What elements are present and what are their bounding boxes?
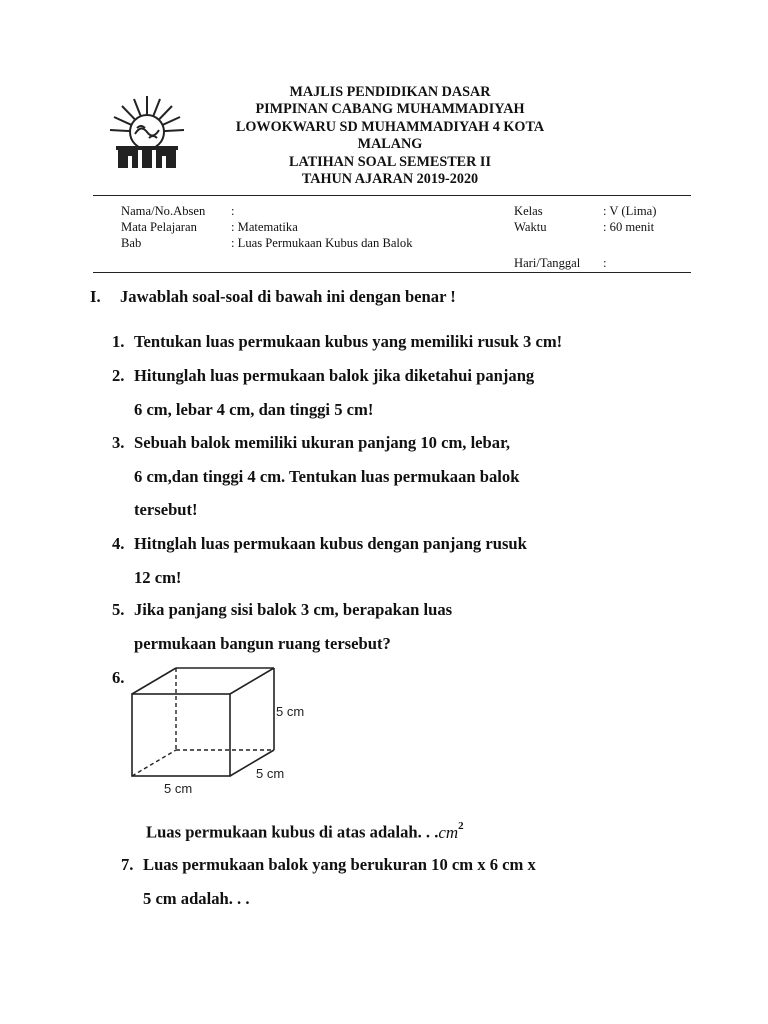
info-value: : 60 menit <box>603 220 655 235</box>
muhammadiyah-logo-icon <box>106 92 188 172</box>
header-line: MALANG <box>357 136 423 153</box>
cube-label-height: 5 cm <box>276 704 304 719</box>
section-number: I. <box>90 287 101 306</box>
unit-base: cm <box>438 822 459 842</box>
info-label: Mata Pelajaran <box>121 220 197 235</box>
info-row <box>121 219 501 235</box>
question-number: 5. <box>112 600 125 619</box>
header-line: LATIHAN SOAL SEMESTER II <box>289 153 491 170</box>
info-row <box>514 255 684 271</box>
info-value: : <box>603 255 607 270</box>
info-row <box>121 235 501 251</box>
info-value: : <box>231 204 235 218</box>
question-text: 6 cm, lebar 4 cm, dan tinggi 5 cm! <box>134 399 374 419</box>
school-header <box>200 84 580 188</box>
section-title: Jawablah soal-soal di bawah ini dengan benar ! <box>120 287 456 306</box>
header-line: PIMPINAN CABANG MUHAMMADIYAH <box>255 101 525 118</box>
info-label: Waktu <box>514 220 547 235</box>
info-value: : Luas Permukaan Kubus dan Balok <box>231 236 413 251</box>
cube-edge <box>132 668 176 694</box>
question-number: 1. <box>112 332 125 351</box>
header-line: TAHUN AJARAN 2019-2020 <box>301 171 479 188</box>
question-text: tersebut! <box>134 500 198 519</box>
question-text: Jika panjang sisi balok 3 cm, berapakan luas <box>134 600 453 619</box>
question-6-text <box>146 812 464 849</box>
student-info-right <box>514 203 684 268</box>
info-label: Kelas <box>514 204 543 218</box>
question-number: 2. <box>112 366 125 385</box>
question-text: Hitnglah luas permukaan kubus dengan panjang rusuk <box>134 534 527 553</box>
question-text: Hitunglah luas permukaan balok jika diketahui panjang <box>134 366 535 385</box>
question-text: 5 cm adalah. . . <box>143 888 250 908</box>
header-line: MAJLIS PENDIDIKAN DASAR <box>289 84 491 100</box>
question-number: 4. <box>112 534 125 553</box>
question-number: 7. <box>121 855 134 874</box>
question-text: Luas permukaan balok yang berukuran 10 cm x 6 cm x <box>143 855 536 874</box>
cube-edge <box>230 668 274 694</box>
cube-hidden-edge <box>132 750 176 776</box>
cube-front-face <box>132 694 230 776</box>
question-number: 3. <box>112 433 125 452</box>
info-label: Bab <box>121 236 142 251</box>
question-text: 6 cm,dan tinggi 4 cm. Tentukan luas permukaan balok <box>134 466 520 486</box>
question-text: permukaan bangun ruang tersebut? <box>134 633 391 653</box>
question-text: Sebuah balok memiliki ukuran panjang 10 cm, lebar, <box>134 433 511 452</box>
header-divider <box>93 195 691 196</box>
info-divider <box>93 272 691 273</box>
question-number: 6. <box>112 668 125 687</box>
unit-power: 2 <box>458 820 464 832</box>
info-value: : V (Lima) <box>603 204 657 218</box>
section-heading <box>90 287 456 307</box>
info-row <box>514 203 684 219</box>
cube-figure <box>124 664 304 800</box>
question-text: 12 cm! <box>134 567 182 587</box>
unit <box>438 820 464 842</box>
info-value: : Matematika <box>231 220 298 235</box>
info-label: Hari/Tanggal <box>514 255 581 270</box>
info-label: Nama/No.Absen <box>121 204 206 218</box>
cube-label-depth: 5 cm <box>256 766 285 781</box>
header-line: LOWOKWARU SD MUHAMMADIYAH 4 KOTA <box>235 118 545 135</box>
info-row <box>514 219 684 235</box>
cube-label-width: 5 cm <box>164 781 193 796</box>
info-row <box>514 235 684 251</box>
question-text: Luas permukaan kubus di atas adalah. . . <box>146 822 439 842</box>
info-row <box>121 203 501 219</box>
student-info-left <box>121 203 501 252</box>
question-text: Tentukan luas permukaan kubus yang memiliki rusuk 3 cm! <box>134 332 563 351</box>
